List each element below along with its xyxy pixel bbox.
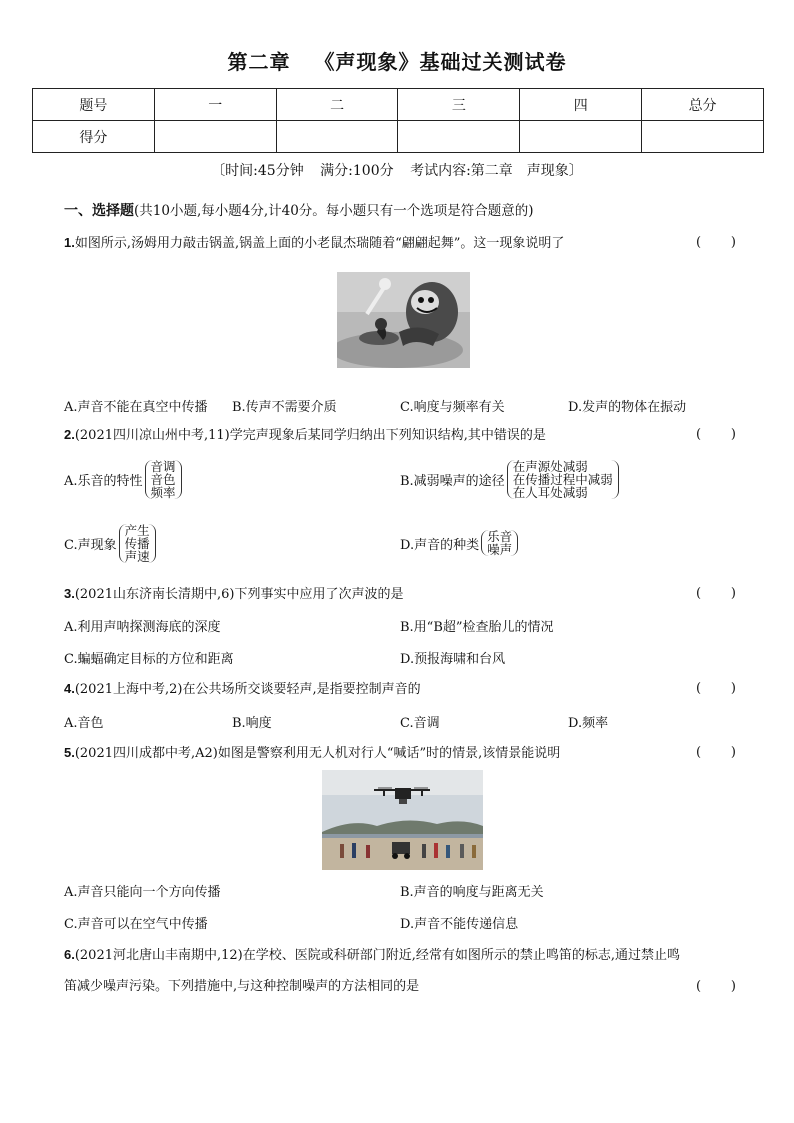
question-6 <box>64 944 736 967</box>
score-cell-header: 四 <box>520 89 642 121</box>
score-cell-header: 一 <box>154 89 276 121</box>
police-drone-photo <box>322 770 483 870</box>
score-cell-header: 总分 <box>642 89 764 121</box>
option-c[interactable] <box>64 524 156 563</box>
paren-left: ( <box>696 427 702 442</box>
question-3 <box>64 583 736 606</box>
option-label: D.声音的种类 <box>400 537 480 553</box>
brace-item: 噪声 <box>487 542 513 557</box>
question-6-continued <box>64 976 736 998</box>
answer-paren <box>696 742 736 764</box>
brace-item: 乐音 <box>487 529 513 544</box>
score-cell-empty[interactable] <box>520 121 642 153</box>
title-chapter: 第二章 <box>227 50 291 74</box>
tom-jerry-figure <box>337 272 470 368</box>
score-cell-empty[interactable] <box>642 121 764 153</box>
option-d[interactable]: D.预报海啸和台风 <box>400 652 506 667</box>
question-number: 4. <box>64 681 75 696</box>
question-text: 如图所示,汤姆用力敲击锅盖,锅盖上面的小老鼠杰瑞随着“翩翩起舞”。这一现象说明了 <box>74 236 565 251</box>
paren-left: ( <box>696 681 702 696</box>
exam-meta <box>0 160 794 180</box>
score-table <box>32 88 764 153</box>
title-name: 《声现象》基础过关测试卷 <box>314 50 567 74</box>
question-number: 2. <box>64 427 75 442</box>
meta-full-score: 满分:100分 <box>320 163 394 179</box>
knowledge-brace <box>119 524 156 563</box>
question-text: (2021上海中考,2)在公共场所交谈要轻声,是指要控制声音的 <box>74 682 421 697</box>
score-cell-header: 二 <box>276 89 398 121</box>
paren-left: ( <box>696 745 702 760</box>
option-a[interactable]: A.声音不能在真空中传播 <box>64 400 208 415</box>
brace-item: 在人耳处减弱 <box>512 485 588 500</box>
question-4 <box>64 678 736 701</box>
question-text: (2021四川凉山州中考,11)学完声现象后某同学归纳出下列知识结构,其中错误的是 <box>74 428 546 443</box>
score-cell-header: 三 <box>398 89 520 121</box>
option-label: B.减弱噪声的途径 <box>400 474 505 489</box>
option-b[interactable]: B.声音的响度与距离无关 <box>400 885 544 900</box>
brace-item: 音调 <box>150 459 176 474</box>
question-text: (2021山东济南长清期中,6)下列事实中应用了次声波的是 <box>74 587 404 602</box>
brace-item: 在传播过程中减弱 <box>512 472 613 487</box>
option-c[interactable]: C.声音可以在空气中传播 <box>64 917 208 932</box>
paren-left: ( <box>696 235 702 250</box>
question-number: 1. <box>64 235 75 250</box>
question-2 <box>64 424 736 447</box>
answer-paren <box>696 232 736 254</box>
score-row-label: 得分 <box>33 121 155 153</box>
option-c[interactable]: C.音调 <box>400 716 440 731</box>
knowledge-brace <box>145 460 182 499</box>
brace-item: 传播 <box>124 536 150 551</box>
option-c[interactable]: C.蝙蝠确定目标的方位和距离 <box>64 652 234 667</box>
question-text-line1: (2021河北唐山丰南期中,12)在学校、医院或科研部门附近,经常有如图所示的禁止鸣笛的标志,通过禁止鸣 <box>74 948 681 963</box>
answer-paren <box>696 424 736 446</box>
option-d[interactable]: D.声音不能传递信息 <box>400 917 519 932</box>
option-d[interactable] <box>400 530 518 556</box>
paren-left: ( <box>696 979 702 994</box>
score-table-score-row <box>33 121 764 153</box>
option-label: A.乐音的特性 <box>64 474 143 489</box>
option-b[interactable]: B.传声不需要介质 <box>232 400 337 415</box>
question-5 <box>64 742 736 765</box>
option-b[interactable]: B.用“B超”检查胎儿的情况 <box>400 620 554 635</box>
option-a[interactable] <box>64 460 182 499</box>
question-text-line2: 笛减少噪声污染。下列措施中,与这种控制噪声的方法相同的是 <box>64 979 420 994</box>
section-description: (共10小题,每小题4分,计40分。每小题只有一个选项是符合题意的) <box>134 203 534 219</box>
score-cell-header: 题号 <box>33 89 155 121</box>
option-a[interactable]: A.利用声呐探测海底的深度 <box>64 620 221 635</box>
brace-item: 音色 <box>150 472 176 487</box>
paren-right: ) <box>730 586 736 601</box>
option-label: C.声现象 <box>64 538 117 553</box>
option-d[interactable]: D.频率 <box>568 716 609 731</box>
option-a[interactable]: A.声音只能向一个方向传播 <box>64 885 221 900</box>
option-b[interactable] <box>400 460 619 499</box>
question-text: (2021四川成都中考,A2)如图是警察利用无人机对行人“喊话”时的情景,该情景能说明 <box>74 746 561 761</box>
option-a[interactable]: A.音色 <box>64 716 104 731</box>
paren-right: ) <box>730 427 736 442</box>
score-cell-empty[interactable] <box>276 121 398 153</box>
brace-item: 频率 <box>150 485 176 500</box>
meta-content: 考试内容:第二章 声现象〕 <box>410 163 583 179</box>
paren-right: ) <box>730 979 736 994</box>
score-cell-empty[interactable] <box>154 121 276 153</box>
answer-paren <box>696 678 736 700</box>
paren-right: ) <box>730 681 736 696</box>
option-d[interactable]: D.发声的物体在振动 <box>568 400 687 415</box>
answer-paren <box>696 583 736 605</box>
question-1 <box>64 232 736 255</box>
brace-item: 在声源处减弱 <box>512 459 588 474</box>
option-b[interactable]: B.响度 <box>232 716 272 731</box>
paren-right: ) <box>730 235 736 250</box>
score-cell-empty[interactable] <box>398 121 520 153</box>
section-heading <box>64 199 534 220</box>
option-c[interactable]: C.响度与频率有关 <box>400 400 505 415</box>
knowledge-brace <box>507 460 619 499</box>
paren-left: ( <box>696 586 702 601</box>
knowledge-brace <box>481 530 518 556</box>
brace-item: 声速 <box>124 549 150 564</box>
question-number: 6. <box>64 947 75 962</box>
paren-right: ) <box>730 745 736 760</box>
question-number: 3. <box>64 586 75 601</box>
question-number: 5. <box>64 745 75 760</box>
meta-time: 〔时间:45分钟 <box>211 163 304 179</box>
section-title: 一、选择题 <box>64 203 134 219</box>
page-title <box>0 46 794 75</box>
score-table-header-row <box>33 89 764 121</box>
brace-item: 产生 <box>124 523 150 538</box>
answer-paren <box>696 976 736 998</box>
